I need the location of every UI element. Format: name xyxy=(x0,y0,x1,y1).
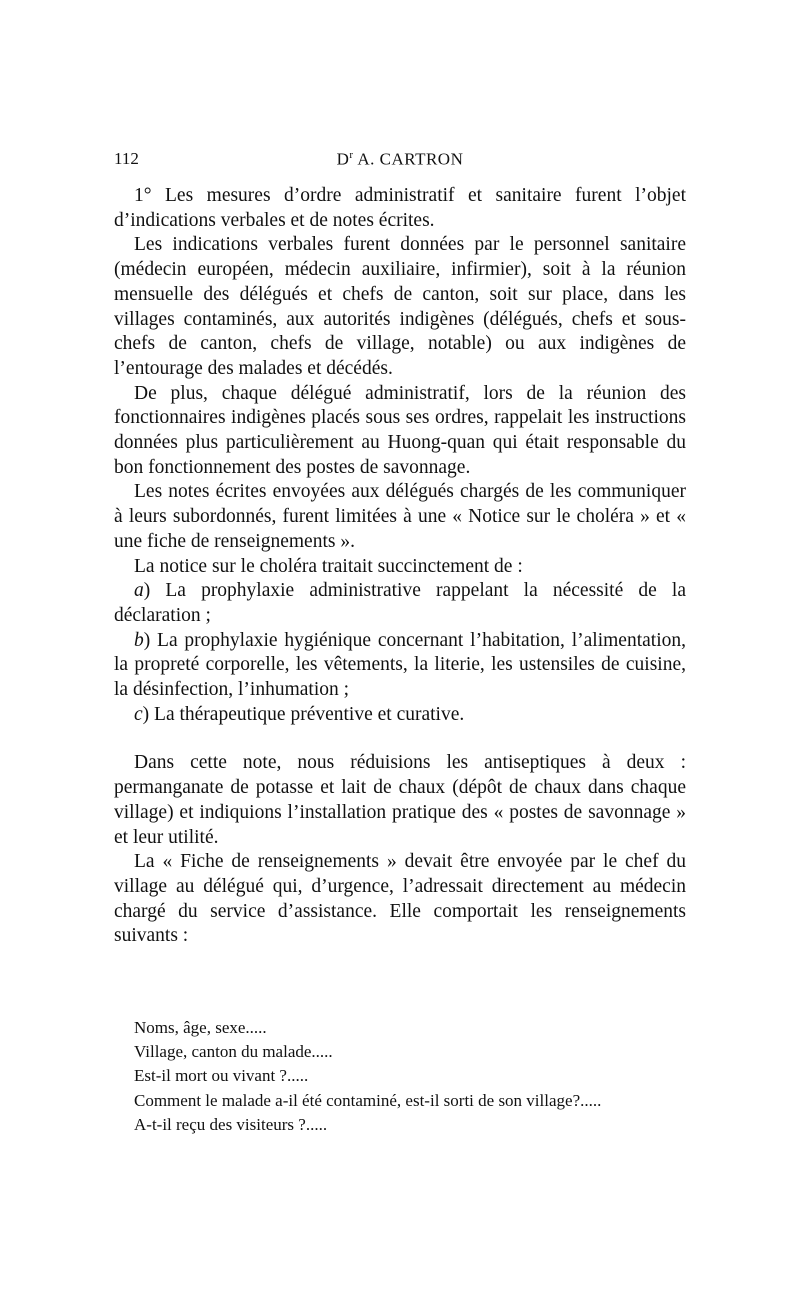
paragraph: La « Fiche de renseignements » devait être envoyée par le chef du village au délégué qui, d’urgence, l’adressait directement au médecin chargé du service d’assistance. Elle comportait les renseignements suivants : xyxy=(114,851,686,947)
form-line: Village, canton du malade..... xyxy=(134,1042,333,1062)
form-line: Comment le malade a-il été contaminé, est-il sorti de son village?..... xyxy=(134,1090,602,1110)
author-name: A. CARTRON xyxy=(353,149,464,169)
list-item-b: b) La prophylaxie hygiénique concernant l’habitation, l’alimentation, la propreté corporelle, les vêtements, la literie, les ustensiles de cuisine, la désinfection, l’inhumation ; xyxy=(114,629,686,701)
form-line: Est-il mort ou vivant ?..... xyxy=(134,1066,309,1086)
paragraph: De plus, chaque délégué administratif, lors de la réunion des fonctionnaires indigènes placés sous ses ordres, rappelait les instructions données plus particulièrement au Huong-quan qui était responsable du bon fonctionnement des postes de savonnage. xyxy=(114,382,686,478)
page-number: 112 xyxy=(114,149,139,168)
list-item-c: c) La thérapeutique préventive et curative. xyxy=(134,703,465,725)
list-item-text: La prophylaxie hygiénique concernant l’habitation, l’alimentation, la propreté corporelle, les vêtements, la literie, les ustensiles de cuisine, la désinfection, l’inhumation ; xyxy=(114,629,686,701)
list-letter: c xyxy=(134,703,143,725)
body-text xyxy=(114,184,686,949)
running-title xyxy=(114,149,686,170)
list-item-text: La thérapeutique préventive et curative. xyxy=(149,703,465,725)
list-letter: a xyxy=(134,580,144,602)
paragraph: Les indications verbales furent données par le personnel sanitaire (médecin européen, médecin auxiliaire, infirmier), soit à la réunion mensuelle des délégués et chefs de canton, soit sur place, dans les villages contaminés, aux autorités indigènes (délégués, chefs et sous-chefs de canton, chefs de village, notable) ou aux indigènes de l’entourage des malades et décédés. xyxy=(114,234,686,379)
form-line: A-t-il reçu des visiteurs ?..... xyxy=(134,1114,328,1134)
paragraph: Dans cette note, nous réduisions les antiseptiques à deux : permanganate de potasse et lait de chaux (dépôt de chaux dans chaque village) et indiquions l’installation pratique des « postes de savonnage » et leur utilité. xyxy=(114,752,686,848)
paragraph: La notice sur le choléra traitait succinctement de : xyxy=(134,555,523,577)
paragraph: Les notes écrites envoyées aux délégués chargés de les communiquer à leurs subordonnés, furent limitées à une « Notice sur le choléra » et « une fiche de renseignements ». xyxy=(114,481,686,552)
list-letter: b xyxy=(134,629,144,651)
page-header xyxy=(114,149,686,173)
list-item-text: La prophylaxie administrative rappelant la nécessité de la déclaration ; xyxy=(114,580,686,626)
list-item-a: a) La prophylaxie administrative rappelant la nécessité de la déclaration ; xyxy=(114,580,686,626)
form-field-list xyxy=(114,1016,686,1137)
author-prefix-superscript: r xyxy=(349,149,354,161)
paragraph: 1° Les mesures d’ordre administratif et sanitaire furent l’objet d’indications verbales et de notes écrites. xyxy=(114,185,686,231)
form-line: Noms, âge, sexe..... xyxy=(134,1018,267,1037)
section-gap xyxy=(114,727,686,751)
author-prefix: D xyxy=(336,149,350,169)
